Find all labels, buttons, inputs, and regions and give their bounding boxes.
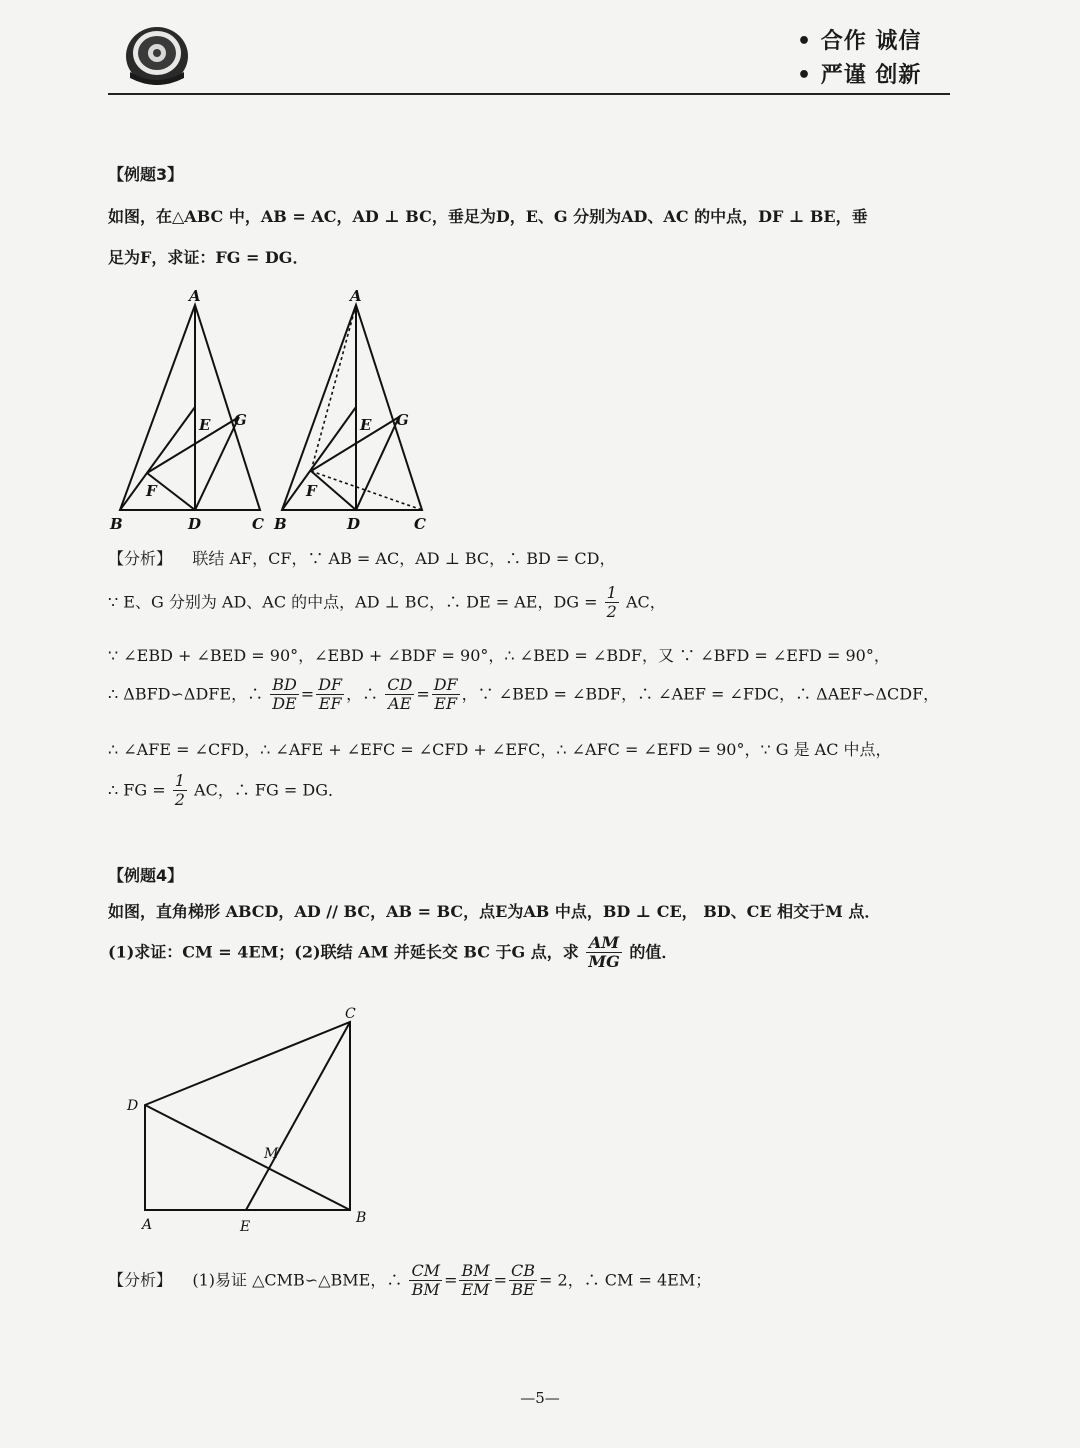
label-g: G bbox=[396, 411, 409, 429]
fraction-am-mg: $\frac{AM}{MG}$ bbox=[588, 933, 620, 972]
segment-ec bbox=[246, 1022, 350, 1210]
example3-analysis-line-3: ∵ ∠EBD + ∠BED = 90°，∠EBD + ∠BDF = 90°，∴ ∠BED = ∠BDF，又 ∵ ∠BFD = ∠EFD = 90°， bbox=[108, 646, 890, 665]
label-e: E bbox=[240, 1219, 251, 1235]
label-b: B bbox=[356, 1210, 367, 1226]
example4-title: 【例题4】 bbox=[108, 866, 184, 885]
fraction-bm-em: $\frac{BM}{EM}$ bbox=[461, 1261, 490, 1300]
label-m: M bbox=[264, 1146, 279, 1162]
label-c: C bbox=[252, 515, 264, 533]
label-a: A bbox=[142, 1217, 153, 1233]
fraction-df-ef-2: $\frac{DF}{EF}$ bbox=[433, 675, 458, 714]
label-c: C bbox=[414, 515, 426, 533]
example4-problem-line-2 bbox=[108, 934, 677, 972]
example3-title: 【例题3】 bbox=[108, 165, 184, 184]
analysis-text: 联结 AF，CF，∵ AB = AC，AD ⊥ BC，∴ BD = CD， bbox=[192, 549, 616, 568]
label-b: B bbox=[274, 515, 287, 533]
example3-problem-line-1: 如图，在△ABC 中，AB = AC，AD ⊥ BC，垂足为D，E、G 分别为AD、AC 的中点，DF ⊥ BE，垂 bbox=[108, 207, 868, 226]
triangle-abc bbox=[120, 305, 260, 510]
analysis-text: AC，∴ FG = DG． bbox=[194, 780, 344, 800]
segment-af-dashed bbox=[311, 305, 356, 471]
segment-cf-dashed bbox=[311, 471, 422, 510]
analysis-text: ∵ E、G 分别为 AD、AC 的中点，AD ⊥ BC，∴ DE = AE，DG = bbox=[108, 592, 598, 612]
segment-db bbox=[145, 1105, 350, 1210]
problem-text: (1)求证：CM = 4EM；(2)联结 AM 并延长交 BC 于G 点，求 bbox=[108, 942, 579, 962]
analysis-text: = 2，∴ CM = 4EM； bbox=[539, 1270, 712, 1290]
label-f: F bbox=[146, 482, 157, 500]
label-e: E bbox=[360, 416, 372, 434]
label-d: D bbox=[127, 1098, 139, 1114]
segment-be bbox=[282, 407, 356, 510]
example3-analysis-line-1 bbox=[108, 546, 615, 569]
label-a: A bbox=[350, 287, 362, 305]
fraction-cb-be: $\frac{CB}{BE}$ bbox=[511, 1261, 536, 1300]
label-d: D bbox=[347, 515, 361, 533]
label-e: E bbox=[199, 416, 211, 434]
segment-fd bbox=[311, 471, 356, 510]
analysis-label: 【分析】 bbox=[108, 1270, 173, 1290]
analysis-text: (1)易证 △CMB∽△BME，∴ bbox=[192, 1270, 403, 1290]
label-d: D bbox=[188, 515, 202, 533]
label-g: G bbox=[234, 411, 247, 429]
example3-figure-left bbox=[108, 285, 278, 537]
example3-problem-line-2: 足为F，求证：FG = DG． bbox=[108, 248, 309, 267]
example3-analysis-line-6 bbox=[108, 772, 344, 810]
fraction-df-ef: $\frac{DF}{EF}$ bbox=[318, 675, 343, 714]
fraction-cd-ae: $\frac{CD}{AE}$ bbox=[387, 675, 413, 714]
example3-figure-right bbox=[270, 285, 440, 537]
example4-figure bbox=[120, 1000, 380, 1240]
fraction-cm-bm: $\frac{CM}{BM}$ bbox=[411, 1261, 441, 1300]
page-number: —5— bbox=[520, 1389, 560, 1407]
problem-text: 的值． bbox=[629, 942, 678, 962]
fraction-half-2: $\frac{1}{2}$ bbox=[174, 771, 185, 810]
header-divider bbox=[108, 93, 950, 95]
example3-analysis-line-2 bbox=[108, 584, 666, 622]
label-c: C bbox=[345, 1006, 356, 1022]
school-logo bbox=[124, 26, 190, 90]
example3-analysis-line-5: ∴ ∠AFE = ∠CFD，∴ ∠AFE + ∠EFC = ∠CFD + ∠EFC，∴ ∠AFC = ∠EFD = 90°，∵ G 是 AC 中点， bbox=[108, 740, 892, 759]
fraction-half: $\frac{1}{2}$ bbox=[606, 583, 617, 622]
analysis-text: AC， bbox=[625, 592, 666, 612]
label-a: A bbox=[189, 287, 201, 305]
fraction-bd-de: $\frac{BD}{DE}$ bbox=[272, 675, 297, 714]
example4-problem-line-1: 如图，直角梯形 ABCD，AD // BC，AB = BC，点E为AB 中点，BD ⊥ CE， BD、CE 相交于M 点． bbox=[108, 902, 881, 921]
analysis-text: ∴ ΔBFD∽ΔDFE，∴ bbox=[108, 684, 264, 704]
motto-line-1: • 合作 诚信 bbox=[797, 29, 922, 54]
analysis-label: 【分析】 bbox=[108, 549, 173, 568]
motto-line-2: • 严谨 创新 bbox=[797, 63, 922, 88]
label-f: F bbox=[306, 482, 317, 500]
example3-analysis-line-4: ∴ ΔBFD∽ΔDFE，∴ $\frac{BD}{DE}$ = $\frac{DF}{EF}$ ，∴ $\frac{CD}{AE}$ = $\frac{DF}{EF}$ ，∵ ∠BED = ∠BDF，∴ ∠AEF = ∠FDC，∴ ΔAEF∽ΔCDF， bbox=[108, 675, 940, 714]
example4-analysis-line: 【分析】 (1)易证 △CMB∽△BME，∴ $\frac{CM}{BM}$ = $\frac{BM}{EM}$ = $\frac{CB}{BE}$ = 2，∴ CM = 4EM； bbox=[108, 1261, 712, 1300]
analysis-text: ∴ FG = bbox=[108, 780, 166, 800]
segment-be bbox=[120, 407, 195, 510]
label-b: B bbox=[110, 515, 123, 533]
trapezoid-abcd bbox=[145, 1022, 350, 1210]
